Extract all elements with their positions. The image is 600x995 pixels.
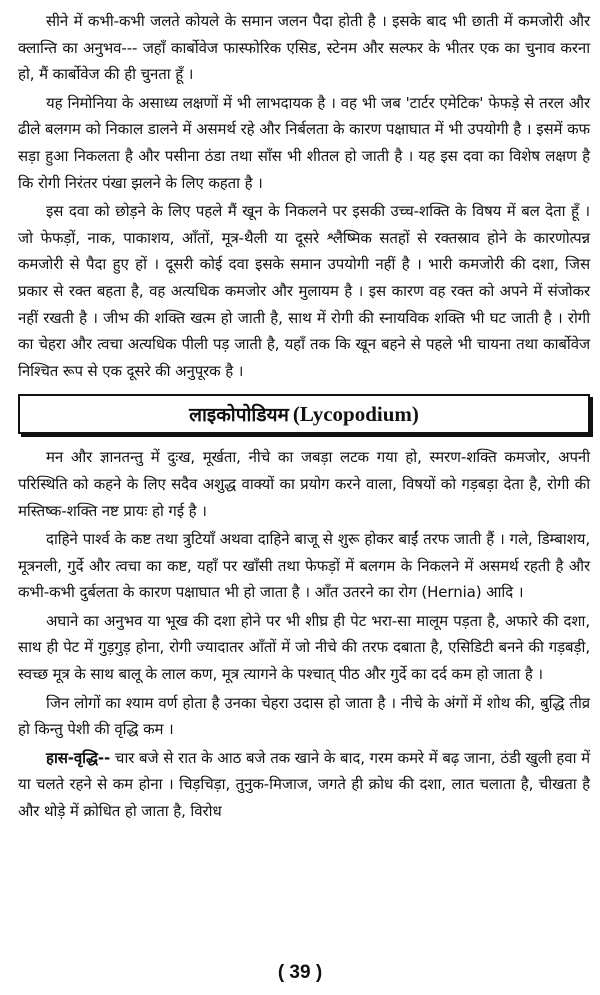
section-title-hindi: लाइकोपोडियम xyxy=(189,404,289,427)
book-page xyxy=(18,8,590,827)
paragraph-carbo-veg-chest: सीने में कभी-कभी जलते कोयले के समान जलन पैदा होती है । इसके बाद भी छाती में कमजोरी और क्लान्ति का अनुभव--- जहाँ कार्बोवेज फास्फोरिक एसिड, स्टेनम और सल्फर के भीतर एक का चुनाव करना हो, मैं कार्बोवेज की ही चुनता हूँ । xyxy=(18,12,590,84)
paragraph-right-side: दाहिने पार्श्व के कष्ट तथा त्रुटियाँ अथवा दाहिने बाजू से शुरू होकर बाईं तरफ जाती हैं । गले, डिम्बाशय, मूत्रनली, गुर्दे और त्वचा का कष्ट, यहाँ पर खाँसी तथा फेफड़ों में बलगम के निकलने में असमर्थ रहती है और कभी-कभी दुर्बलता के कारण पक्षाघात भी हो जाता है । आँत उतरने का रोग (Hernia) आदि । xyxy=(18,530,590,602)
modalities-text: चार बजे से रात के आठ बजे तक खाने के बाद, गरम कमरे में बढ़ जाना, ठंडी खुली हवा में या चलते रहने से कम होना । चिड़चिड़ा, तुनुक-मिजाज, जगते ही क्रोध की दशा, लात चलाता है, चीखता है और थोड़े में क्रोधित हो जाता है, विरोध xyxy=(18,748,590,821)
paragraph-hemorrhage: इस दवा को छोड़ने के लिए पहले मैं खून के निकलने पर इसकी उच्च-शक्ति के विषय में बल देता हूँ । जो फेफड़ों, नाक, पाकाशय, आँतों, मूत्र-थैली या दूसरे श्लैष्मिक सतहों से रक्तस्राव होने के कारणोत्पन्न कमजोरी से पैदा हुए हों । दूसरी कोई दवा इसके समान उपयोगी नहीं है । भारी कमजोरी की दशा, जिस प्रकार से रक्त बहता है, वह अत्यधिक कमजोर और मुलायम है । इस कारण वह रक्त को अपने में संजोकर नहीं रखती है । जीभ की शक्ति खत्म हो जाती है, साथ में रोगी की स्नायविक शक्ति भी घट जाती है । रोगी का चेहरा और त्वचा अत्यधिक पीली पड़ जाती है, यहाँ तक कि खून बहने से पहले भी चायना तथा कार्बोवेज निश्चित रूप से एक दूसरे की अनुपूरक है । xyxy=(18,202,590,380)
paragraph-digestion: अघाने का अनुभव या भूख की दशा होने पर भी शीघ्र ही पेट भरा-सा मालूम पड़ता है, अफारे की दशा, साथ ही पेट में गुड़गुड़ होना, रोगी ज्यादातर आँतों में जो नीचे की तरफ दबाता है, एसिडिटी बनने की गड़बड़ी, स्वच्छ मूत्र के साथ बालू के लाल कण, मूत्र त्यागने के पश्चात् पीठ और गुर्दे का दर्द कम हो जाता है । xyxy=(18,611,590,684)
section-heading-lycopodium xyxy=(18,394,590,434)
page-number: ( 39 ) xyxy=(277,962,323,983)
paragraph-modalities xyxy=(18,745,590,825)
paragraph-pneumonia: यह निमोनिया के असाध्य लक्षणों में भी लाभदायक है । वह भी जब 'टार्टर एमेटिक' फेफड़े से तरल और ढीले बलगम को निकाल डालने में असमर्थ रहे और निर्बलता के कारण पक्षाघात में भी उपयोगी है । इसमें कफ सड़ा हुआ निकलता है और पसीना ठंडा तथा साँस भी शीतल हो जाती है । यह इस दवा का विशेष लक्षण है कि रोगी निरंतर पंखा झलने के लिए कहता है । xyxy=(18,93,590,192)
modalities-label: हास-वृद्धि-- xyxy=(46,748,111,767)
paragraph-complexion: जिन लोगों का श्याम वर्ण होता है उनका चेहरा उदास हो जाता है । नीचे के अंगों में शोथ की, बुद्धि तीव्र हो किन्तु पेशी की वृद्धि कम । xyxy=(18,693,590,739)
paragraph-mind: मन और ज्ञानतन्तु में दुःख, मूर्खता, नीचे का जबड़ा लटक गया हो, स्मरण-शक्ति कमजोर, अपनी परिस्थिति को कहने के लिए सदैव अशुद्ध वाक्यों का प्रयोग करने वाला, विषयों को गड़बड़ा देता है, रोगी की मस्तिष्क-शक्ति नष्ट प्रायः हो गई है । xyxy=(18,448,590,520)
section-title-latin: (Lycopodium) xyxy=(292,401,419,426)
